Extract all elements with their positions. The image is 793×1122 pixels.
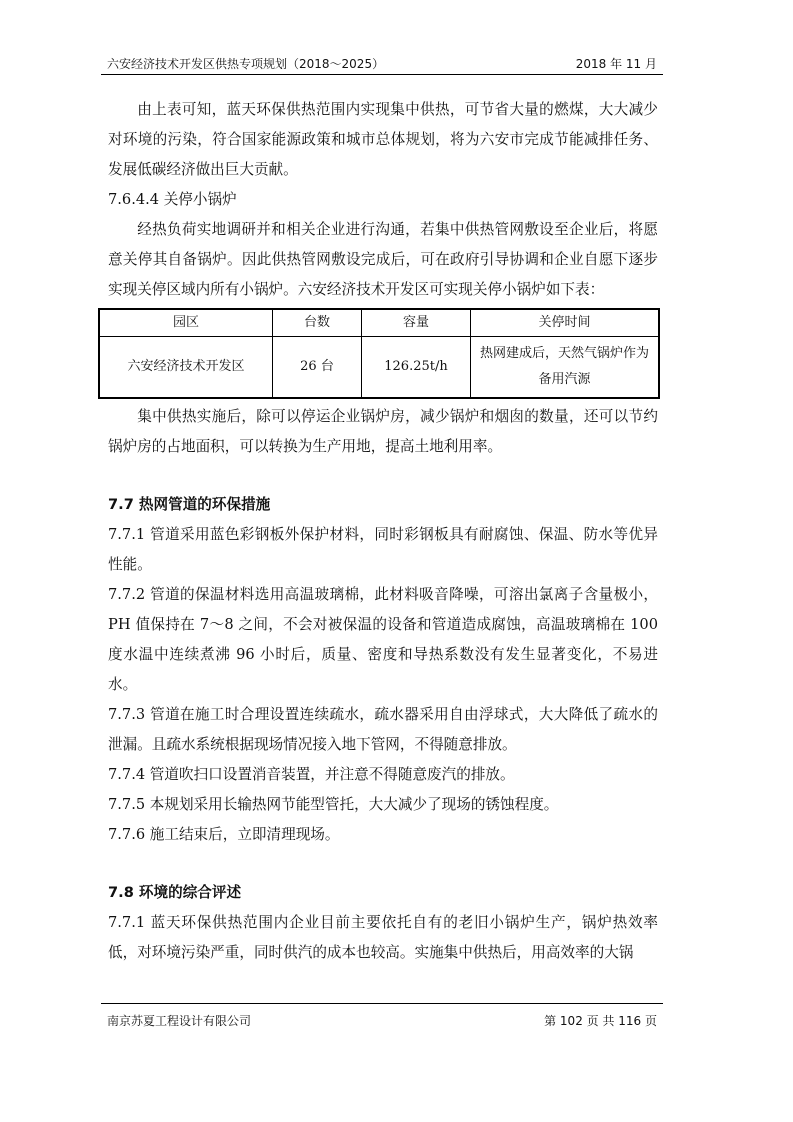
paragraph-7-8-1: 7.7.1 蓝天环保供热范围内企业目前主要依托自有的老旧小锅炉生产，锅炉热效率低，对环境污染严重，同时供汽的成本也较高。实施集中供热后，用高效率的大锅 <box>108 914 658 961</box>
table-header-cell: 台数 <box>273 309 362 337</box>
paragraph-boiler-shutdown: 经热负荷实地调研并和相关企业进行沟通，若集中供热管网敷设至企业后，将愿意关停其自备锅炉。因此供热管网敷设完成后，可在政府引导协调和企业自愿下逐步实现关停区域内所有小锅炉。六安经济技术开发区可实现关停小锅炉如下表： <box>108 221 658 298</box>
table-header-cell: 关停时间 <box>471 309 660 337</box>
table-cell: 126.25t/h <box>362 337 471 399</box>
table-row <box>99 337 659 399</box>
paragraph-7-7-3: 7.7.3 管道在施工时合理设置连续疏水，疏水器采用自由浮球式，大大降低了疏水的泄漏。且疏水系统根据现场情况接入地下管网，不得随意排放。 <box>108 706 658 753</box>
section-heading-7-8: 7.8 环境的综合评述 <box>108 884 242 901</box>
footer-page-number: 第 102 页 共 116 页 <box>544 1014 657 1028</box>
table-cell: 26 台 <box>273 337 362 399</box>
paragraph-7-7-2: 7.7.2 管道的保温材料选用高温玻璃棉，此材料吸音降噪，可溶出氯离子含量极小，PH 值保持在 7～8 之间，不会对被保温的设备和管道造成腐蚀，高温玻璃棉在 100 度水温中连续煮沸 96 小时后，质量、密度和导热系数没有发生显著变化，不易进水。 <box>108 586 658 693</box>
section-heading-7-6-4-4: 7.6.4.4 关停小锅炉 <box>108 191 237 208</box>
page-footer <box>101 1003 663 1028</box>
header-title: 六安经济技术开发区供热专项规划（2018～2025） <box>107 57 385 71</box>
table-cell: 热网建成后，天然气锅炉作为备用汽源 <box>471 337 660 399</box>
table-header-cell: 容量 <box>362 309 471 337</box>
paragraph-7-7-1: 7.7.1 管道采用蓝色彩钢板外保护材料，同时彩钢板具有耐腐蚀、保温、防水等优异性能。 <box>108 526 658 573</box>
paragraph-7-7-6: 7.7.6 施工结束后，立即清理现场。 <box>108 826 340 843</box>
boiler-shutdown-table <box>98 308 660 399</box>
paragraph-land-use: 集中供热实施后，除可以停运企业锅炉房，减少锅炉和烟囱的数量，还可以节约锅炉房的占地面积，可以转换为生产用地，提高土地利用率。 <box>108 408 658 455</box>
page-header <box>101 52 663 75</box>
paragraph-7-7-5: 7.7.5 本规划采用长输热网节能型管托，大大减少了现场的锈蚀程度。 <box>108 796 559 813</box>
section-heading-7-7: 7.7 热网管道的环保措施 <box>108 496 271 513</box>
footer-company: 南京苏夏工程设计有限公司 <box>107 1014 252 1028</box>
header-date: 2018 年 11 月 <box>575 57 657 71</box>
table-cell: 六安经济技术开发区 <box>99 337 273 399</box>
table-header-cell: 园区 <box>99 309 273 337</box>
paragraph-summary: 由上表可知，蓝天环保供热范围内实现集中供热，可节省大量的燃煤，大大减少对环境的污染，符合国家能源政策和城市总体规划，将为六安市完成节能减排任务、发展低碳经济做出巨大贡献。 <box>108 101 658 178</box>
paragraph-7-7-4: 7.7.4 管道吹扫口设置消音装置，并注意不得随意废汽的排放。 <box>108 766 515 783</box>
table-header-row <box>99 309 659 337</box>
page-content <box>108 95 658 968</box>
